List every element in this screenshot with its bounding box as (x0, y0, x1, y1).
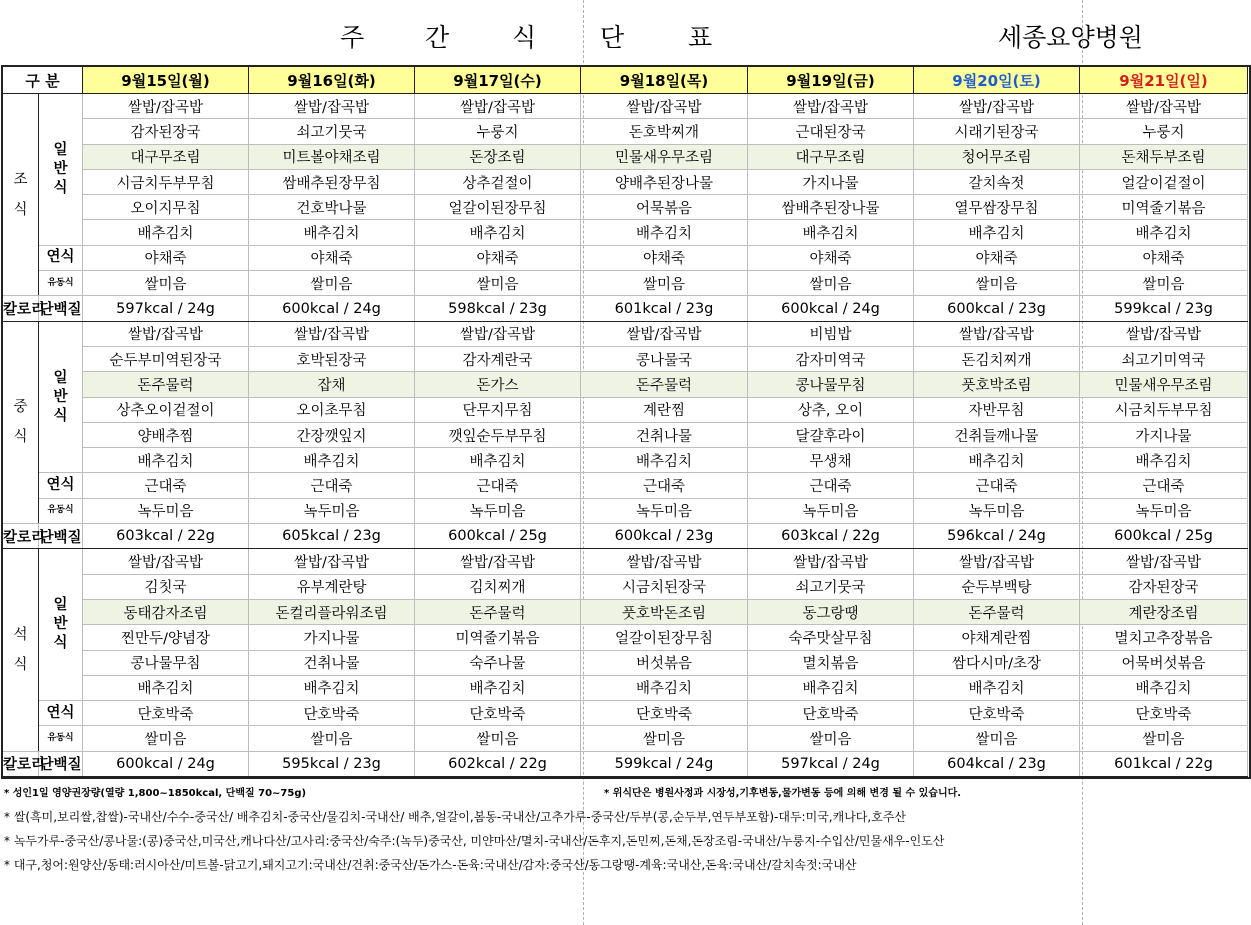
menu-item: 대구무조림 (83, 144, 249, 169)
menu-item: 쌀미음 (914, 726, 1080, 751)
menu-item: 쌀밥/잡곡밥 (581, 321, 748, 346)
menu-item: 쌀밥/잡곡밥 (914, 321, 1080, 346)
menu-item: 순두부백탕 (914, 574, 1080, 599)
kcal-label: 칼로리 (3, 524, 39, 549)
menu-item: 단호박죽 (1080, 701, 1248, 726)
menu-item: 쌈배추된장무침 (249, 169, 415, 194)
menu-item: 쌈다시마/초장 (914, 650, 1080, 675)
table-row (3, 195, 1248, 220)
kcal-value: 600kcal / 24g (249, 296, 415, 321)
menu-item: 쌀미음 (581, 271, 748, 296)
menu-item: 풋호박돈조림 (581, 599, 748, 624)
meal-label-char: 식 (13, 429, 28, 446)
kcal-value: 600kcal / 25g (1080, 524, 1248, 549)
menu-item: 돈김치찌개 (914, 346, 1080, 371)
menu-item: 야채죽 (415, 245, 581, 270)
kcal-value: 605kcal / 23g (249, 524, 415, 549)
kcal-value: 603kcal / 22g (748, 524, 914, 549)
table-row (3, 448, 1248, 473)
kcal-value: 601kcal / 22g (1080, 751, 1248, 776)
kcal-value: 596kcal / 24g (914, 524, 1080, 549)
general-label-char: 식 (53, 407, 68, 424)
menu-item: 어묵볶음 (581, 195, 748, 220)
menu-item: 버섯볶음 (581, 650, 748, 675)
menu-item: 시금치두부무침 (83, 169, 249, 194)
menu-item: 쌀밥/잡곡밥 (415, 549, 581, 574)
meal-label-char: 중 (13, 399, 28, 416)
menu-item: 자반무침 (914, 397, 1080, 422)
menu-item: 오이초무침 (249, 397, 415, 422)
menu-item: 야채죽 (249, 245, 415, 270)
meal-label (3, 549, 39, 751)
kcal-label: 칼로리 (3, 296, 39, 321)
menu-item: 김칫국 (83, 574, 249, 599)
kcal-row (3, 751, 1248, 776)
menu-item: 유부계란탕 (249, 574, 415, 599)
title-char: 간 (425, 23, 450, 52)
menu-item: 녹두미음 (415, 498, 581, 523)
origin-line: * 쌀(흑미,보리쌀,찹쌀)-국내산/수수-중국산/ 배추김치-중국산/물김치-국내산/ 배추,얼갈이,봄동-국내산/고추가루-중국산/두부(콩,순두부,연두부포함)-대두:미국,캐나다,호주산 (4, 810, 906, 824)
menu-item: 대구무조림 (748, 144, 914, 169)
title-char: 표 (688, 23, 713, 52)
day-header: 9월18일(목) (581, 67, 748, 94)
menu-item: 쌀밥/잡곡밥 (83, 549, 249, 574)
menu-item: 배추김치 (249, 448, 415, 473)
menu-item: 미트볼야채조림 (249, 144, 415, 169)
menu-item: 배추김치 (415, 448, 581, 473)
table-row (3, 271, 1248, 296)
change-note: * 위식단은 병원사정과 시장성,기후변동,물가변동 등에 의해 변경 될 수 있습니다. (604, 788, 962, 799)
table-row (3, 346, 1248, 371)
table-row (3, 599, 1248, 624)
day-header: 9월21일(일) (1080, 67, 1248, 94)
menu-item: 숙주나물 (415, 650, 581, 675)
menu-item: 배추김치 (83, 448, 249, 473)
menu-item: 단호박죽 (914, 701, 1080, 726)
general-label-char: 일 (53, 369, 68, 386)
kcal-value: 600kcal / 23g (914, 296, 1080, 321)
menu-item: 녹두미음 (1080, 498, 1248, 523)
menu-item: 쇠고기뭇국 (748, 574, 914, 599)
menu-item: 배추김치 (914, 220, 1080, 245)
table-row (3, 144, 1248, 169)
menu-item: 배추김치 (581, 448, 748, 473)
menu-table (2, 66, 1248, 777)
menu-item: 단호박죽 (581, 701, 748, 726)
origin-line: * 녹두가루-중국산/콩나물:(콩)중국산,미국산,캐나다산/고사리:중국산/숙주:(녹두)중국산, 미얀마산/멸치-국내산/돈후지,돈민찌,돈채,돈장조림-국내산/누룽지-수입산/민물새우-인도산 (4, 834, 945, 848)
menu-item: 돈주물럭 (83, 372, 249, 397)
general-diet-label (39, 549, 83, 701)
kcal-row (3, 296, 1248, 321)
meal-label-char: 식 (13, 201, 28, 218)
menu-item: 배추김치 (415, 220, 581, 245)
menu-item: 돈주물럭 (581, 372, 748, 397)
menu-item: 시래기된장국 (914, 119, 1080, 144)
general-label-char: 반 (53, 160, 68, 177)
title-char: 식 (512, 23, 537, 52)
table-row (3, 549, 1248, 574)
menu-item: 쌀미음 (914, 271, 1080, 296)
origin-line: * 대구,청어:원양산/동태:러시아산/미트볼-닭고기,돼지고기:국내산/건취:중국산/돈가스-돈육:국내산/감자:중국산/동그랑땡-계육:국내산,돈육:국내산/갈치속젓:국내산 (4, 858, 857, 872)
table-row (3, 119, 1248, 144)
menu-item: 갈치속젓 (914, 169, 1080, 194)
menu-item: 건취나물 (581, 422, 748, 447)
protein-label: 단백질 (39, 751, 83, 776)
table-row (3, 701, 1248, 726)
menu-item: 콩나물무침 (83, 650, 249, 675)
menu-item: 건취들깨나물 (914, 422, 1080, 447)
menu-item: 건취나물 (249, 650, 415, 675)
general-label-char: 식 (53, 635, 68, 652)
menu-item: 돈컬리플라워조림 (249, 599, 415, 624)
menu-item: 청어무조림 (914, 144, 1080, 169)
menu-item: 야채죽 (914, 245, 1080, 270)
menu-item: 배추김치 (581, 675, 748, 700)
menu-item: 민물새우무조림 (1080, 372, 1248, 397)
table-row (3, 245, 1248, 270)
menu-item: 쌀밥/잡곡밥 (914, 94, 1080, 119)
menu-item: 배추김치 (415, 675, 581, 700)
menu-item: 배추김치 (748, 220, 914, 245)
menu-item: 쌀미음 (83, 726, 249, 751)
menu-item: 계란장조림 (1080, 599, 1248, 624)
kcal-value: 597kcal / 24g (748, 751, 914, 776)
menu-item: 쌀미음 (581, 726, 748, 751)
meal-label (3, 94, 39, 296)
menu-item: 쌀밥/잡곡밥 (415, 321, 581, 346)
menu-item: 배추김치 (1080, 220, 1248, 245)
menu-item: 비빔밥 (748, 321, 914, 346)
menu-item: 쌀미음 (1080, 726, 1248, 751)
menu-item: 쌀밥/잡곡밥 (748, 94, 914, 119)
menu-item: 배추김치 (914, 448, 1080, 473)
meal-label-char: 식 (13, 657, 28, 674)
general-label-char: 식 (53, 179, 68, 196)
menu-item: 쇠고기뭇국 (249, 119, 415, 144)
table-row (3, 169, 1248, 194)
menu-item: 쇠고기미역국 (1080, 346, 1248, 371)
day-header: 9월16일(화) (249, 67, 415, 94)
meal-label-char: 조 (13, 171, 28, 188)
day-header: 9월15일(월) (83, 67, 249, 94)
menu-item: 단호박죽 (748, 701, 914, 726)
menu-item: 쌀밥/잡곡밥 (83, 94, 249, 119)
menu-item: 배추김치 (249, 675, 415, 700)
menu-item: 근대된장국 (748, 119, 914, 144)
menu-item: 얼갈이겉절이 (1080, 169, 1248, 194)
menu-item: 배추김치 (1080, 675, 1248, 700)
menu-item: 돈채두부조림 (1080, 144, 1248, 169)
menu-item: 양배추된장나물 (581, 169, 748, 194)
day-header: 9월19일(금) (748, 67, 914, 94)
menu-item: 양배추찜 (83, 422, 249, 447)
menu-item: 돈장조림 (415, 144, 581, 169)
menu-item: 야채죽 (581, 245, 748, 270)
soft-diet-label: 연식 (39, 473, 83, 498)
general-label-char: 반 (53, 388, 68, 405)
menu-item: 쌀밥/잡곡밥 (1080, 94, 1248, 119)
menu-item: 감자된장국 (83, 119, 249, 144)
table-row (3, 473, 1248, 498)
kcal-value: 604kcal / 23g (914, 751, 1080, 776)
kcal-value: 600kcal / 24g (83, 751, 249, 776)
menu-item: 근대죽 (581, 473, 748, 498)
menu-item: 단호박죽 (249, 701, 415, 726)
title-bar (0, 0, 1250, 62)
table-row (3, 650, 1248, 675)
table-row (3, 726, 1248, 751)
menu-item: 근대죽 (83, 473, 249, 498)
menu-item: 돈호박찌개 (581, 119, 748, 144)
menu-item: 콩나물국 (581, 346, 748, 371)
general-diet-label (39, 321, 83, 473)
menu-item: 열무쌈장무침 (914, 195, 1080, 220)
menu-item: 배추김치 (249, 220, 415, 245)
menu-item: 쌀미음 (415, 271, 581, 296)
menu-item: 호박된장국 (249, 346, 415, 371)
menu-item: 상추오이겉절이 (83, 397, 249, 422)
menu-item: 간장깻잎지 (249, 422, 415, 447)
menu-item: 풋호박조림 (914, 372, 1080, 397)
menu-item: 단호박죽 (83, 701, 249, 726)
header-row (3, 67, 1248, 94)
menu-item: 근대죽 (914, 473, 1080, 498)
table-row (3, 574, 1248, 599)
day-header: 9월20일(토) (914, 67, 1080, 94)
table-row (3, 675, 1248, 700)
day-header: 9월17일(수) (415, 67, 581, 94)
table-row (3, 94, 1248, 119)
menu-item: 멸치볶음 (748, 650, 914, 675)
title-char: 단 (600, 23, 625, 52)
menu-item: 가지나물 (748, 169, 914, 194)
protein-label: 단백질 (39, 296, 83, 321)
kcal-value: 599kcal / 24g (581, 751, 748, 776)
menu-item: 쌀밥/잡곡밥 (1080, 549, 1248, 574)
liquid-diet-label: 유동식 (39, 271, 83, 296)
menu-item: 돈주물럭 (415, 599, 581, 624)
menu-item: 쌀밥/잡곡밥 (249, 321, 415, 346)
menu-item: 쌀미음 (1080, 271, 1248, 296)
menu-item: 배추김치 (83, 675, 249, 700)
kcal-value: 603kcal / 22g (83, 524, 249, 549)
menu-item: 쌀밥/잡곡밥 (249, 94, 415, 119)
header-label: 구 분 (3, 67, 83, 94)
menu-item: 배추김치 (581, 220, 748, 245)
menu-item: 김치찌개 (415, 574, 581, 599)
menu-item: 달걀후라이 (748, 422, 914, 447)
menu-item: 야채죽 (748, 245, 914, 270)
menu-item: 찐만두/양념장 (83, 625, 249, 650)
liquid-diet-label: 유동식 (39, 498, 83, 523)
table-row (3, 422, 1248, 447)
menu-item: 감자계란국 (415, 346, 581, 371)
kcal-value: 601kcal / 23g (581, 296, 748, 321)
menu-item: 쌀밥/잡곡밥 (83, 321, 249, 346)
general-diet-label (39, 94, 83, 246)
menu-item: 단호박죽 (415, 701, 581, 726)
menu-item: 누룽지 (1080, 119, 1248, 144)
menu-item: 쌀밥/잡곡밥 (914, 549, 1080, 574)
menu-item: 잡채 (249, 372, 415, 397)
meal-label (3, 321, 39, 523)
menu-item: 상추겉절이 (415, 169, 581, 194)
table-row (3, 321, 1248, 346)
menu-item: 미역줄기볶음 (415, 625, 581, 650)
menu-item: 야채죽 (1080, 245, 1248, 270)
menu-item: 녹두미음 (249, 498, 415, 523)
menu-item: 순두부미역된장국 (83, 346, 249, 371)
menu-item: 시금치두부무침 (1080, 397, 1248, 422)
menu-item: 근대죽 (415, 473, 581, 498)
table-row (3, 372, 1248, 397)
menu-item: 배추김치 (914, 675, 1080, 700)
menu-item: 쌈배추된장나물 (748, 195, 914, 220)
menu-item: 쌀미음 (249, 726, 415, 751)
menu-item: 녹두미음 (581, 498, 748, 523)
liquid-diet-label: 유동식 (39, 726, 83, 751)
menu-item: 쌀밥/잡곡밥 (249, 549, 415, 574)
menu-item: 단무지무침 (415, 397, 581, 422)
title-char: 주 (340, 23, 365, 52)
table-row (3, 397, 1248, 422)
meal-label-char: 석 (13, 627, 28, 644)
menu-item: 녹두미음 (748, 498, 914, 523)
kcal-value: 600kcal / 24g (748, 296, 914, 321)
nutrition-note: * 성인1일 영양권장량(열량 1,800~1850kcal, 단백질 70~75g) (4, 788, 307, 799)
general-label-char: 반 (53, 616, 68, 633)
menu-item: 미역줄기볶음 (1080, 195, 1248, 220)
menu-item: 근대죽 (249, 473, 415, 498)
menu-item: 녹두미음 (914, 498, 1080, 523)
menu-item: 시금치된장국 (581, 574, 748, 599)
table-row (3, 498, 1248, 523)
menu-item: 야채죽 (83, 245, 249, 270)
kcal-value: 598kcal / 23g (415, 296, 581, 321)
menu-item: 쌀미음 (748, 726, 914, 751)
general-label-char: 일 (53, 141, 68, 158)
kcal-value: 597kcal / 24g (83, 296, 249, 321)
menu-item: 쌀밥/잡곡밥 (415, 94, 581, 119)
menu-item: 쌀밥/잡곡밥 (581, 549, 748, 574)
table-row (3, 220, 1248, 245)
menu-item: 감자된장국 (1080, 574, 1248, 599)
menu-item: 멸치고추장볶음 (1080, 625, 1248, 650)
menu-item: 가지나물 (1080, 422, 1248, 447)
menu-item: 얼갈이된장무침 (415, 195, 581, 220)
menu-item: 민물새우무조림 (581, 144, 748, 169)
menu-item: 쌀미음 (748, 271, 914, 296)
menu-item: 오이지무침 (83, 195, 249, 220)
protein-label: 단백질 (39, 524, 83, 549)
general-label-char: 일 (53, 597, 68, 614)
kcal-row (3, 524, 1248, 549)
kcal-value: 595kcal / 23g (249, 751, 415, 776)
menu-item: 계란찜 (581, 397, 748, 422)
table-row (3, 625, 1248, 650)
kcal-value: 600kcal / 23g (581, 524, 748, 549)
menu-item: 상추, 오이 (748, 397, 914, 422)
menu-item: 쌀미음 (83, 271, 249, 296)
menu-item: 얼갈이된장무침 (581, 625, 748, 650)
menu-item: 콩나물무침 (748, 372, 914, 397)
menu-item: 근대죽 (748, 473, 914, 498)
kcal-value: 599kcal / 23g (1080, 296, 1248, 321)
menu-item: 깻잎순두부무침 (415, 422, 581, 447)
menu-item: 근대죽 (1080, 473, 1248, 498)
soft-diet-label: 연식 (39, 701, 83, 726)
menu-item: 야채계란찜 (914, 625, 1080, 650)
menu-item: 쌀밥/잡곡밥 (748, 549, 914, 574)
soft-diet-label: 연식 (39, 245, 83, 270)
menu-item: 쌀미음 (249, 271, 415, 296)
menu-item: 숙주맛살무침 (748, 625, 914, 650)
menu-item: 쌀밥/잡곡밥 (1080, 321, 1248, 346)
menu-item: 무생채 (748, 448, 914, 473)
menu-item: 배추김치 (748, 675, 914, 700)
kcal-label: 칼로리 (3, 751, 39, 776)
menu-item: 돈가스 (415, 372, 581, 397)
menu-item: 누룽지 (415, 119, 581, 144)
menu-item: 동그랑땡 (748, 599, 914, 624)
kcal-value: 602kcal / 22g (415, 751, 581, 776)
menu-item: 건호박나물 (249, 195, 415, 220)
menu-item: 감자미역국 (748, 346, 914, 371)
hospital-name: 세종요양병원 (998, 23, 1143, 52)
menu-item: 쌀밥/잡곡밥 (581, 94, 748, 119)
menu-item: 쌀미음 (415, 726, 581, 751)
menu-item: 가지나물 (249, 625, 415, 650)
menu-item: 녹두미음 (83, 498, 249, 523)
menu-item: 배추김치 (83, 220, 249, 245)
menu-item: 어묵버섯볶음 (1080, 650, 1248, 675)
menu-item: 돈주물럭 (914, 599, 1080, 624)
menu-item: 동태감자조림 (83, 599, 249, 624)
kcal-value: 600kcal / 25g (415, 524, 581, 549)
menu-item: 배추김치 (1080, 448, 1248, 473)
